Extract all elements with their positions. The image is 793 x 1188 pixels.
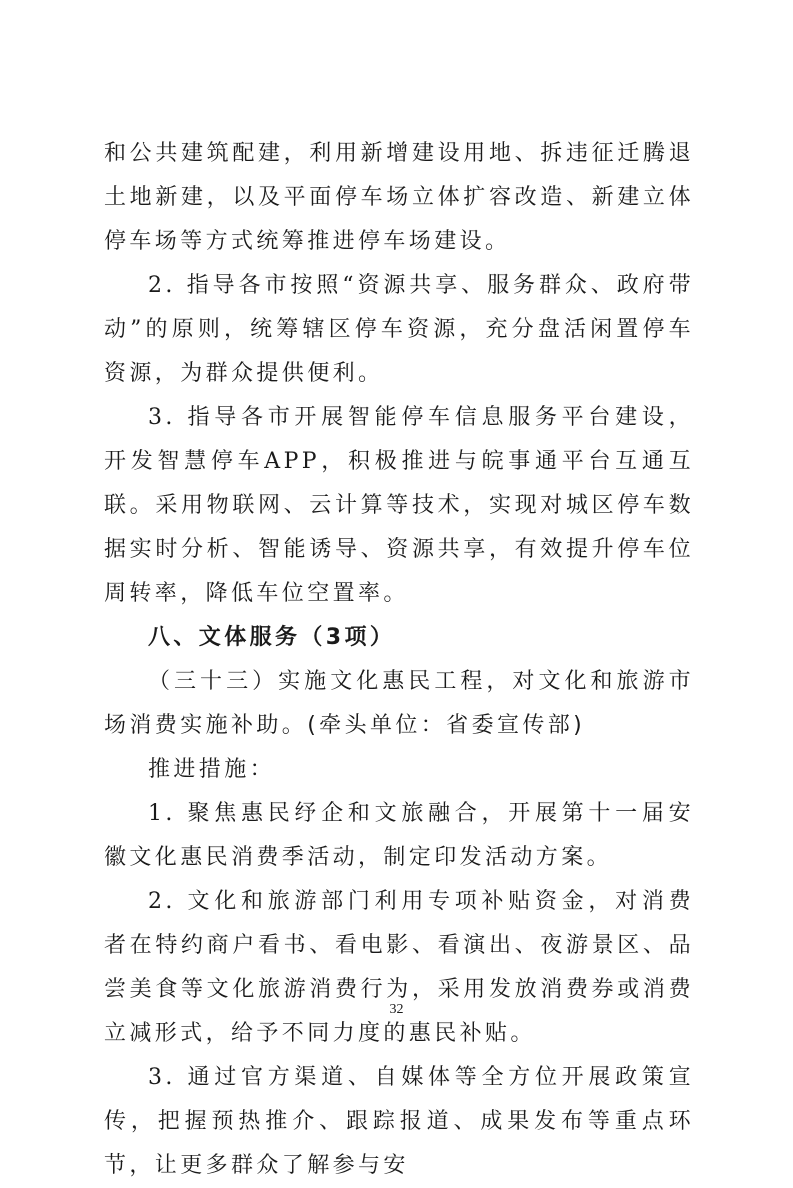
paragraph-culture-measure-2: 2. 文化和旅游部门利用专项补贴资金，对消费者在特约商户看书、看电影、看演出、夜游景区、品尝美食等文化旅游消费行为，采用发放消费券或消费立减形式，给予不同力度的惠民补贴。 bbox=[104, 889, 694, 1046]
section-heading: 八、文体服务（3项） bbox=[148, 625, 396, 650]
item-heading: （三十三）实施文化惠民工程，对文化和旅游市场消费实施补助。(牵头单位：省委宣传部) bbox=[104, 669, 694, 738]
document-body bbox=[104, 132, 694, 1188]
paragraph-measure-2: 2. 指导各市按照“资源共享、服务群众、政府带动”的原则，统筹辖区停车资源，充分盘活闲置停车资源，为群众提供便利。 bbox=[104, 273, 694, 386]
paragraph-parking-construction: 和公共建筑配建，利用新增建设用地、拆违征迁腾退土地新建，以及平面停车场立体扩容改造、新建立体停车场等方式统筹推进停车场建设。 bbox=[104, 141, 694, 254]
page-number: 32 bbox=[389, 1002, 404, 1017]
measures-label: 推进措施： bbox=[148, 757, 276, 782]
paragraph-measure-3: 3. 指导各市开展智能停车信息服务平台建设，开发智慧停车APP，积极推进与皖事通平台互通互联。采用物联网、云计算等技术，实现对城区停车数据实时分析、智能诱导、资源共享，有效提升停车位周转率，降低车位空置率。 bbox=[104, 405, 694, 606]
paragraph-culture-measure-1: 1. 聚焦惠民纾企和文旅融合，开展第十一届安徽文化惠民消费季活动，制定印发活动方案。 bbox=[104, 801, 694, 870]
paragraph-culture-measure-3: 3. 通过官方渠道、自媒体等全方位开展政策宣传，把握预热推介、跟踪报道、成果发布等重点环节，让更多群众了解参与安 bbox=[104, 1065, 694, 1178]
